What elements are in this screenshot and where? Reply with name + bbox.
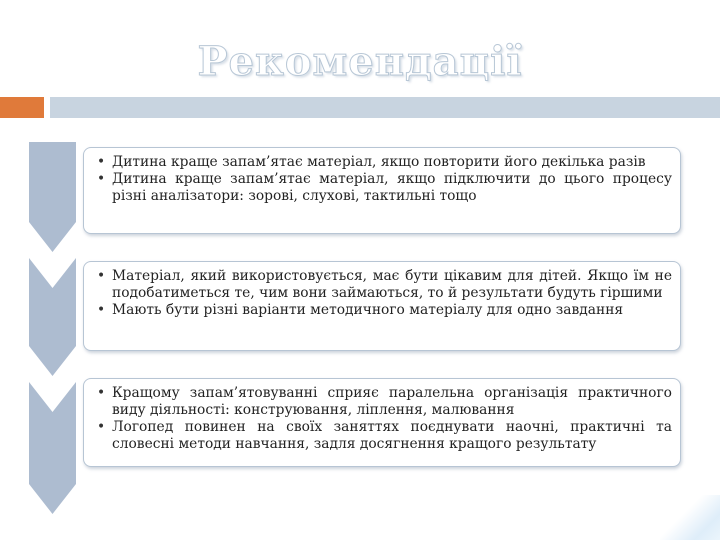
chevron-step-2	[29, 258, 76, 376]
list-item: • Дитина краще запам’ятає матеріал, якщо підключити до цього процесу різні аналізатори: зорові, слухові, тактильні тощо	[90, 171, 672, 205]
recommendation-box-3	[83, 378, 681, 467]
chevron-step-3	[29, 382, 76, 514]
list-item: • Кращому запам’ятовуванні сприяє паралельна організація практичного виду діяльності: конструювання, ліплення, малювання	[90, 385, 672, 419]
accent-bar	[0, 97, 44, 118]
recommendation-box-1	[83, 147, 681, 234]
list-item: • Логопед повинен на своїх заняттях поєднувати наочні, практичні та словесні методи навчання, задля досягнення кращого результату	[90, 419, 672, 453]
list-item: • Матеріал, який використовується, має бути цікавим для дітей. Якщо їм не подобатиметься те, чим вони займаються, то й результати будуть гіршими	[90, 268, 672, 302]
list-item: • Мають бути різні варіанти методичного матеріалу для одно завдання	[90, 302, 672, 319]
chevron-step-1	[29, 142, 76, 252]
recommendation-box-2	[83, 261, 681, 351]
decorative-corner	[660, 495, 720, 540]
list-item: • Дитина краще запам’ятає матеріал, якщо повторити його декілька разів	[90, 154, 672, 171]
header-bar	[50, 97, 720, 118]
slide-title: Рекомендації	[197, 38, 523, 85]
